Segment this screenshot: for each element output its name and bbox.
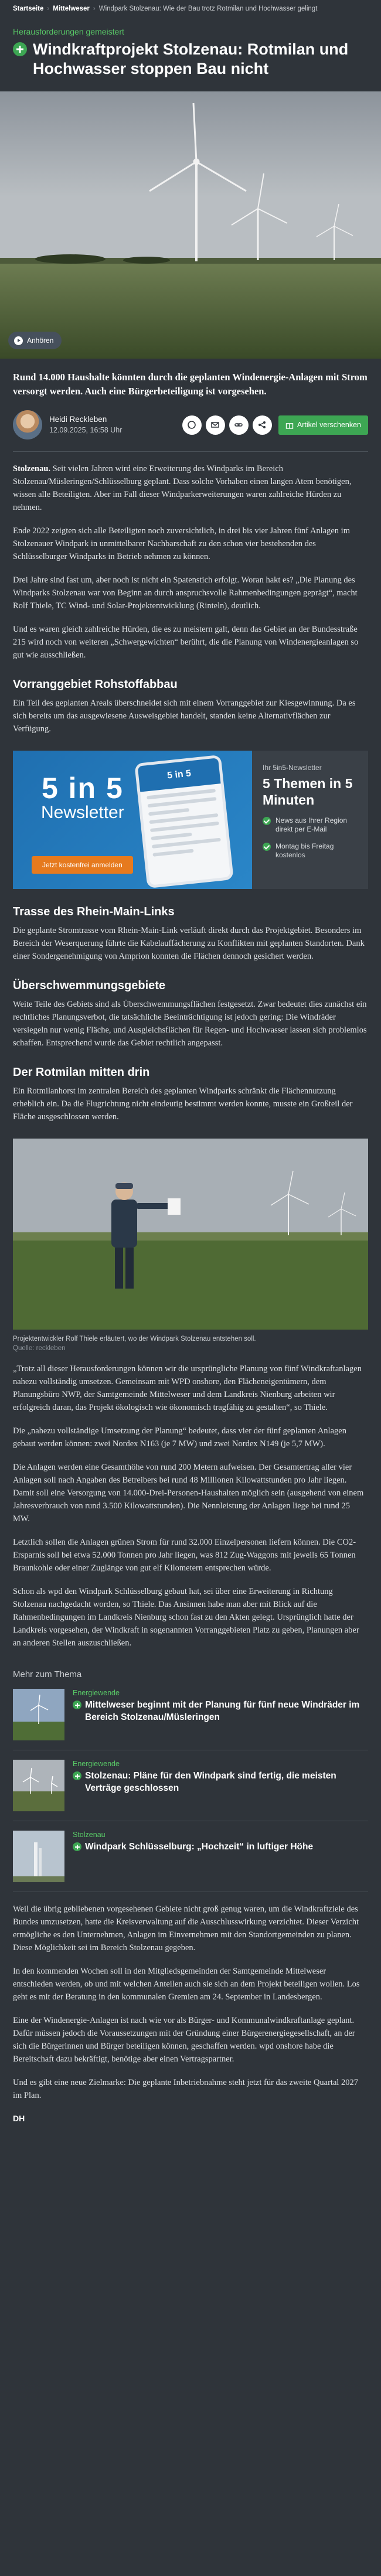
paragraph: Die Anlagen werden eine Gesamthöhe von rund 200 Metern aufweisen. Der Gesamtertrag aller vier Anlagen soll nach Angaben des Betreibers bei rund 48 Millionen Kilowattstunden pro Jahr liegen. Damit soll eine Versorgung von 14.000-Drei-Personen-Haushalten möglich sein (ausgehend von einem Jahresverbrauch von rund 3.500 Kilowattstunden). Die Nennleistung der Anlagen liege bei rund 25 MW. bbox=[13, 1463, 364, 1524]
newsletter-signup-button[interactable]: Jetzt kostenfrei anmelden bbox=[32, 856, 133, 874]
more-share-button[interactable] bbox=[253, 415, 272, 435]
related-article[interactable] bbox=[13, 1760, 368, 1821]
breadcrumb-separator: › bbox=[47, 5, 50, 12]
newsletter-logo-big: 5 in 5 bbox=[41, 772, 124, 805]
share-icon bbox=[257, 420, 267, 430]
gift-article-label: Artikel verschenken bbox=[297, 421, 361, 429]
photo-man-in-field bbox=[13, 1139, 368, 1330]
phone-mockup-title: 5 in 5 bbox=[138, 758, 221, 792]
photo-source: Quelle: reckleben bbox=[13, 1345, 66, 1352]
related-title-row bbox=[73, 1699, 368, 1723]
paragraph: Und es gibt eine neue Zielmarke: Die geplante Inbetriebnahme steht jetzt für das zweite Quartal 2027 im Plan. bbox=[13, 2078, 359, 2100]
breadcrumb bbox=[0, 0, 381, 18]
author-avatar bbox=[13, 410, 42, 439]
related-text bbox=[73, 1831, 313, 1882]
play-icon bbox=[14, 336, 23, 345]
newsletter-benefit bbox=[263, 816, 358, 834]
breadcrumb-home[interactable]: Startseite bbox=[13, 5, 44, 12]
related-kicker: Energiewende bbox=[73, 1760, 120, 1768]
author-info bbox=[49, 414, 122, 435]
newsletter-info bbox=[252, 751, 368, 889]
byline bbox=[0, 398, 381, 439]
paragraph: Ein Teil des geplanten Areals überschneidet sich mit einem Vorranggebiet zur Kiesgewinnung. Da es sich bereits um das ausgewiesene Ausweisgebiet handelt, standen keine Alternativflächen zur Verfügung. bbox=[13, 698, 356, 734]
related-kicker: Stolzenau bbox=[73, 1831, 106, 1839]
check-icon bbox=[263, 843, 271, 851]
gift-icon bbox=[285, 421, 294, 429]
related-section-title: Mehr zum Thema bbox=[13, 1669, 82, 1679]
whatsapp-icon bbox=[187, 420, 196, 430]
listen-button[interactable] bbox=[8, 332, 62, 349]
section-heading: Vorranggebiet Rohstoffabbau bbox=[13, 678, 178, 691]
plus-icon bbox=[73, 1771, 81, 1780]
related-title-row bbox=[73, 1841, 313, 1853]
newsletter-logo-sub: Newsletter bbox=[41, 803, 124, 822]
related-thumbnail bbox=[13, 1831, 64, 1882]
article-kicker: Herausforderungen gemeistert bbox=[13, 27, 124, 36]
breadcrumb-current: Windpark Stolzenau: Wie der Bau trotz Rotmilan und Hochwasser gelingt bbox=[98, 5, 318, 12]
paragraph: Weite Teile des Gebiets sind als Überschwemmungsflächen festgesetzt. Zwar bedeutet dies zunächst ein rechtliches Planungsverbot, die tatsächliche Beeinträchtigung ist jedoch gering: Die Windräder versiegeln nur wenig Fläche, und Ausgleichsflächen für Regen- und Hochwasser lassen sich problemlos schaffen. Entsprechend wurde das Gebiet rechtlich angepasst. bbox=[13, 1000, 367, 1048]
plus-icon bbox=[73, 1842, 81, 1851]
section-heading: Überschwemmungsgebiete bbox=[13, 979, 166, 992]
benefit-text: News aus Ihrer Region direkt per E-Mail bbox=[275, 816, 348, 833]
newsletter-kicker: Ihr 5in5-Newsletter bbox=[263, 764, 322, 772]
paragraph: Eine der Windenergie-Anlagen ist nach wie vor als Bürger- und Kommunalwindkraftanlage geplant. Dafür müssen jedoch die Voraussetzungen mit der Gründung einer Bürgerenergiegesellschaft, an der sich die Bürgerinnen und Bürger beteiligen können, geschaffen werden. wpd onshore habe die Bereitschaft dazu bekräftigt, benötige aber einen Vertragspartner. bbox=[13, 2016, 355, 2064]
divider bbox=[13, 451, 368, 452]
related-title-row bbox=[73, 1770, 368, 1794]
section-heading: Der Rotmilan mitten drin bbox=[13, 1066, 150, 1079]
benefit-text: Montag bis Freitag kostenlos bbox=[275, 842, 334, 859]
paragraph: „Trotz all dieser Herausforderungen können wir die ursprüngliche Planung von fünf Windkraftanlagen nahezu vollständig umsetzen. Gemeinsam mit WPD onshore, den Flächeneigentümern, dem Planungsbüro NWP, der Samtgemeinde Mittelweser und dem Landkreis Nienburg arbeiten wir erfolgreich daran, das Projekt ökologisch wie ökonomisch tragfähig zu gestalten“, so Thiele. bbox=[13, 1364, 362, 1412]
section-heading: Trasse des Rhein-Main-Links bbox=[13, 905, 175, 918]
paragraph-text: Seit vielen Jahren wird eine Erweiterung des Windparks im Bereich Stolzenau/Müsleringen/Schlüsselburg geplant. Dass solche Vorhaben einen langen Atem benötigen, wissen alle Beteiligten. Aber im Fall dieser Windparkerweiterungen waren zahlreiche Hürden zu nehmen. bbox=[13, 464, 352, 512]
related-text bbox=[73, 1760, 368, 1811]
whatsapp-share-button[interactable] bbox=[182, 415, 202, 435]
paragraph: Schon als wpd den Windpark Schlüsselburg gebaut hat, sei über eine Erweiterung in Richtung Stolzenau nachgedacht worden, so Thiele. Das Ansinnen habe man aber mit Blick auf die Rahmenbedingungen im Landkreis Nienburg schon fast zu den Akten gelegt. Ursprünglich hatte der Landkreis vorgesehen, der Windkraft in sogenannten Vorranggebieten Platz zu geben, Planungen aber an anderen Stellen auszuschließen. bbox=[13, 1587, 359, 1648]
related-article[interactable] bbox=[13, 1689, 368, 1750]
phone-mockup bbox=[134, 755, 234, 888]
email-share-button[interactable] bbox=[206, 415, 225, 435]
paragraph: Und es waren gleich zahlreiche Hürden, die es zu meistern galt, denn das Gebiet an der Bundesstraße 215 wird noch von weiteren „Schwergewichten“ berührt, die die Planung von Windenergieanlagen so gut wie ausschließen. bbox=[13, 625, 359, 660]
publish-date: 12.09.2025, 16:58 Uhr bbox=[49, 426, 123, 434]
paragraph: Weil die übrig gebliebenen vorgesehenen Gebiete nicht groß genug waren, um die Windkraftziele des Bundes umzusetzen, hatte die Kreisverwaltung auf die Ausschlusswirkung verzichtet. Dieser Verzicht ermögliche es den Unternehmen, Anlagen im Einvernehmen mit den Standortgemeinden zu planen. Diese Möglichkeit sei im Bereich Stolzenau gegeben. bbox=[13, 1904, 359, 1953]
related-title: Mittelweser beginnt mit der Planung für fünf neue Windräder im Bereich Stolzenau/Müsleringen bbox=[85, 1700, 360, 1722]
turbine-thumbnail bbox=[13, 1831, 64, 1882]
paragraph: Die „nahezu vollständige Umsetzung der Planung“ bedeutet, dass vier der fünf geplanten Anlagen gebaut werden können: zwei Nordex N163 (je 7 MW) und zwei Nordex N149 (je 5,7 MW). bbox=[13, 1426, 346, 1449]
breadcrumb-section[interactable]: Mittelweser bbox=[53, 5, 90, 12]
newsletter-title: 5 Themen in 5 Minuten bbox=[263, 776, 353, 807]
hero-image bbox=[0, 91, 381, 359]
related-thumbnail bbox=[13, 1689, 64, 1740]
check-icon bbox=[263, 817, 271, 825]
paragraph: Drei Jahre sind fast um, aber noch ist nicht ein Spatenstich erfolgt. Woran hakt es? „Die Planung des Windparks Stolzenau war von Beginn an durch anspruchsvolle Rahmenbedingungen geprägt“, macht Rolf Thiele, TC Wind- und Solar-Projektentwicklung (Rinteln), deutlich. bbox=[13, 575, 358, 611]
paragraph: Die geplante Stromtrasse vom Rhein-Main-Link verläuft direkt durch das Projektgebiet. Besonders im Bereich der Weserquerung führte die Kabelauffächerung zu Konflikten mit geplanten Standorten. Dank einer Sondergenehmigung von Amprion konnten die Flächen dennoch gesichert werden. bbox=[13, 926, 365, 961]
gift-article-button[interactable] bbox=[278, 415, 368, 435]
wind-turbines-illustration bbox=[0, 91, 381, 359]
related-thumbnail bbox=[13, 1760, 64, 1811]
article-photo bbox=[13, 1139, 368, 1330]
paragraph: Letztlich sollen die Anlagen grünen Strom für rund 32.000 Einzelpersonen liefern können. Die CO2-Ersparnis soll bei etwa 52.000 Tonnen pro Jahr liegen, was 812 Zug-Waggons mit jeweils 65 Tonnen Braunkohle oder einer Zuglänge von gut elf Kilometern entsprechen würde. bbox=[13, 1538, 356, 1573]
author-signature: DH bbox=[13, 2114, 25, 2123]
paragraph: Ende 2022 zeigten sich alle Beteiligten noch zuversichtlich, in drei bis vier Jahren fünf Anlagen im Stolzenauer Windpark in unmittelbarer Nachbarschaft zu den schon vier bestehenden des Schlüsselburger Windparks in Betrieb nehmen zu können. bbox=[13, 526, 350, 561]
mail-icon bbox=[210, 420, 220, 430]
photo-caption: Projektentwickler Rolf Thiele erläutert, wo der Windpark Stolzenau entstehen soll. bbox=[13, 1335, 256, 1342]
article-teaser: Rund 14.000 Haushalte könnten durch die geplanten Windenergie-Anlagen mit Strom versorgt werden. Auch eine Bürgerbeteiligung ist vorgesehen. bbox=[13, 372, 368, 397]
article-headline bbox=[0, 36, 381, 79]
paragraph: Ein Rotmilanhorst im zentralen Bereich des geplanten Windparks schränkt die Flächennutzung erheblich ein. Da die Flugrichtung nicht eindeutig bestimmt werden konnte, musste ein Großteil der Fläche ausgeschlossen werden. bbox=[13, 1086, 353, 1122]
paragraph: In den kommenden Wochen soll in den Mitgliedsgemeinden der Samtgemeinde Mittelweser entschieden werden, ob und mit welchen Anteilen auch sie sich an dem Projekt beteiligen wollen. Los geht es mit der Beratung in den kommunalen Gremien am 24. September in Landesbergen. bbox=[13, 1967, 360, 2002]
related-article[interactable] bbox=[13, 1831, 368, 1892]
link-icon bbox=[234, 420, 243, 430]
listen-label: Anhören bbox=[27, 336, 54, 345]
dateline: Stolzenau. bbox=[13, 464, 51, 473]
newsletter-signup-box bbox=[13, 751, 368, 889]
related-text bbox=[73, 1689, 368, 1740]
copy-link-button[interactable] bbox=[229, 415, 249, 435]
article-body bbox=[0, 462, 381, 2132]
plus-icon bbox=[73, 1701, 81, 1709]
related-kicker: Energiewende bbox=[73, 1689, 120, 1697]
share-bar bbox=[182, 415, 368, 435]
paragraph bbox=[13, 462, 368, 514]
turbine-thumbnail bbox=[13, 1689, 64, 1740]
related-title: Stolzenau: Pläne für den Windpark sind fertig, die meisten Verträge geschlossen bbox=[85, 1771, 336, 1793]
article-title: Windkraftprojekt Stolzenau: Rotmilan und Hochwasser stoppen Bau nicht bbox=[33, 40, 349, 77]
related-title: Windpark Schlüsselburg: „Hochzeit“ in luftiger Höhe bbox=[85, 1842, 314, 1852]
newsletter-benefit bbox=[263, 842, 358, 860]
newsletter-logo bbox=[41, 773, 124, 822]
plus-icon bbox=[13, 42, 27, 56]
turbine-thumbnail bbox=[13, 1760, 64, 1811]
breadcrumb-separator: › bbox=[93, 5, 96, 12]
newsletter-promo-visual bbox=[13, 751, 252, 889]
author-name[interactable]: Heidi Reckleben bbox=[49, 415, 107, 424]
related-list bbox=[13, 1689, 368, 1892]
